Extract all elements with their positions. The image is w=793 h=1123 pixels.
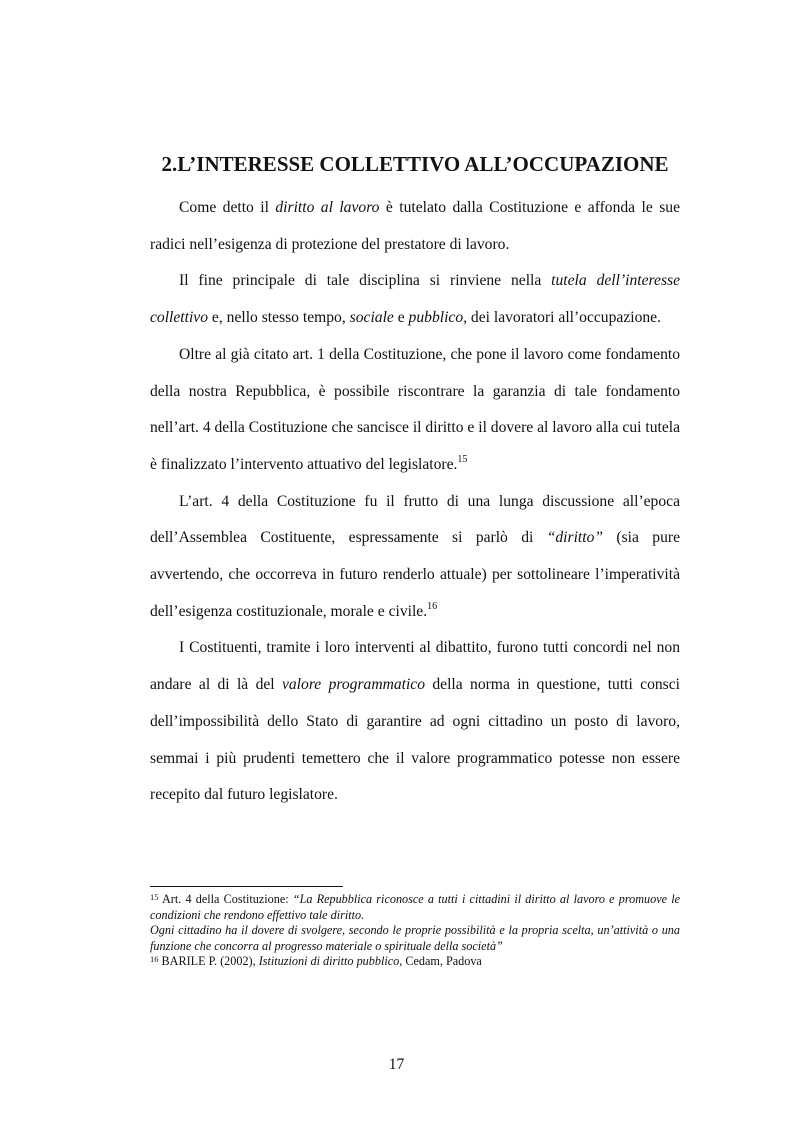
- footnote-divider: [150, 886, 343, 887]
- text-run: L’art. 4 della Costituzione fu il frutto di una lunga discussione all’epoca dell’Assemblea Costituente, espressamente si parlò di: [150, 492, 680, 547]
- footnote-16: [150, 954, 680, 970]
- text-run: Oltre al già citato art. 1 della Costituzione, che pone il lavoro come fondamento della nostra Repubblica, è possibile riscontrare la garanzia di tale fondamento nell’art. 4 della Costituzione che sancisce il diritto e il dovere al lavoro alla cui tutela è finalizzato l’intervento attuativo del legislatore.: [150, 345, 680, 473]
- body-text: [150, 190, 680, 814]
- text-run: Art. 4 della Costituzione:: [158, 892, 293, 906]
- text-run: dei lavoratori all’occupazione.: [467, 309, 661, 327]
- italic-run: sociale: [349, 309, 394, 327]
- footnote-ref[interactable]: 16: [427, 600, 438, 612]
- italic-run: valore programmatico: [281, 676, 426, 694]
- text-run: Il fine principale di tale disciplina si rinviene nella: [179, 272, 552, 290]
- text-run: , Cedam, Padova: [399, 954, 482, 968]
- paragraph-3: [150, 337, 680, 484]
- text-run: e: [393, 309, 409, 327]
- footnote-15: [150, 892, 680, 954]
- italic-run: pubblico,: [408, 309, 468, 327]
- page-number: 17: [388, 1056, 405, 1073]
- section-heading: 2.L’INTERESSE COLLETTIVO ALL’OCCUPAZIONE: [161, 152, 669, 176]
- paragraph-1: [150, 190, 680, 263]
- paragraph-4: [150, 484, 680, 631]
- footnote-number: 16: [150, 954, 159, 964]
- text-run: Come detto il: [179, 199, 276, 216]
- italic-run: “La Repubblica riconosce a tutti i cittadini il diritto al lavoro e promuove le condizioni che rendono effettivo tale diritto.: [150, 892, 680, 922]
- italic-run: Istituzioni di diritto pubblico: [258, 954, 400, 968]
- footnotes: [150, 892, 680, 970]
- italic-run: “diritto”: [546, 529, 604, 547]
- footnote-ref[interactable]: 15: [457, 453, 468, 465]
- text-run: (sia pure avvertendo, che occorreva in futuro renderlo attuale) per sottolineare l’imperatività dell’esigenza costituzionale, morale e civile.: [150, 529, 680, 620]
- text-run: I Costituenti, tramite i loro interventi al dibattito, furono tutti concordi nel non andare al di là del: [150, 639, 680, 694]
- text-run: della norma in questione, tutti consci dell’impossibilità dello Stato di garantire ad ogni cittadino un posto di lavoro, semmai i più prudenti temettero che il valore programmatico potesse non essere recepito dal futuro legislatore.: [150, 676, 680, 804]
- italic-run: tutela dell’interesse collettivo: [150, 272, 680, 327]
- paragraph-5: [150, 630, 680, 814]
- text-run: e, nello stesso tempo,: [208, 309, 350, 327]
- italic-run: diritto al lavoro: [275, 199, 380, 216]
- text-run: è tutelato dalla Costituzione e affonda le sue radici nell’esigenza di protezione del prestatore di lavoro.: [150, 199, 680, 253]
- paragraph-2: [150, 263, 680, 336]
- italic-run: Ogni cittadino ha il dovere di svolgere, secondo le proprie possibilità e la propria scelta, un’attività o una funzione che concorra al progresso materiale o spirituale della società”: [150, 923, 680, 953]
- footnote-number: 15: [150, 892, 159, 902]
- text-run: BARILE P. (2002),: [158, 954, 259, 968]
